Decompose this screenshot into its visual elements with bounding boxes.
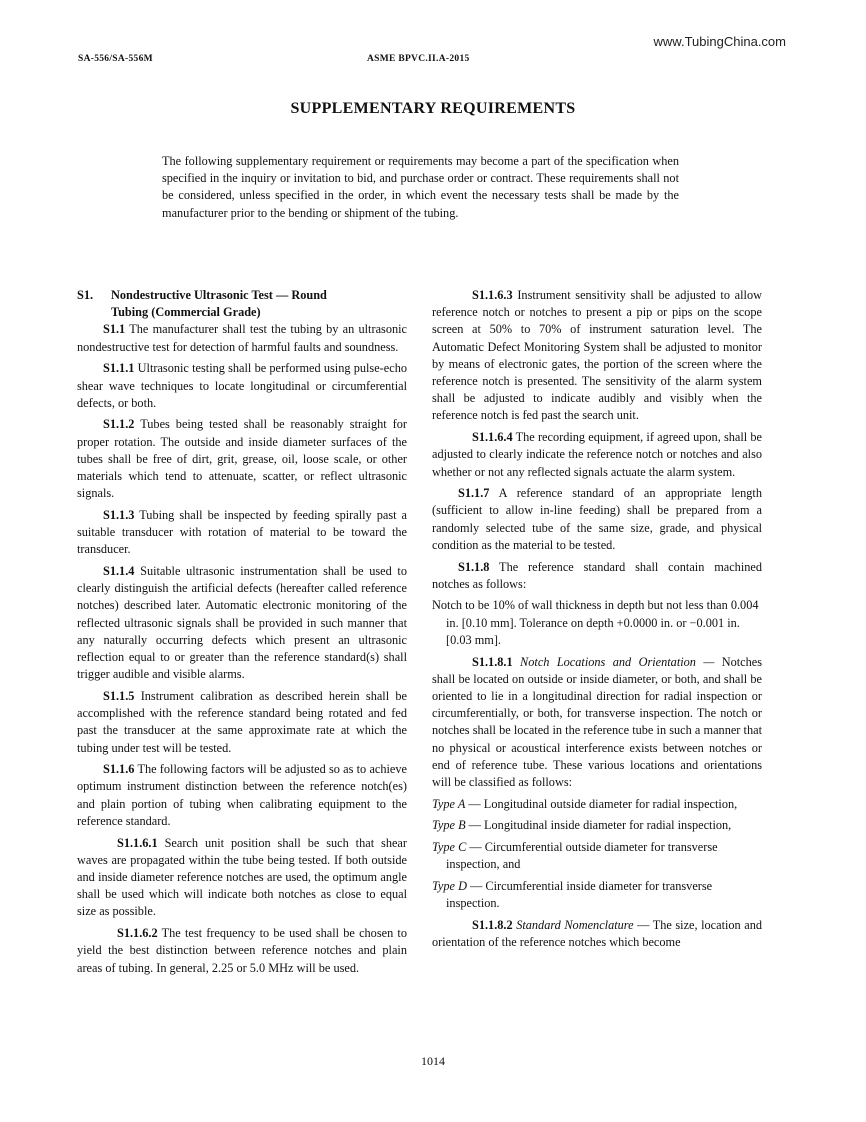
paragraph-s1-1-8-2 (432, 917, 762, 951)
paragraph-label: S1.1.1 (103, 361, 135, 376)
left-column (77, 287, 407, 981)
paragraph-s1-1-7 (432, 485, 762, 554)
paragraph-label: S1.1.8.2 (472, 917, 513, 932)
paragraph-s1-1-6-1 (77, 835, 407, 921)
paragraph-s1-1-1 (77, 360, 407, 412)
notch-type-b (432, 817, 762, 834)
page-number: 1014 (421, 1054, 445, 1068)
section-title-line2: Tubing (Commercial Grade) (111, 305, 261, 320)
paragraph-italic-title: Standard Nomenclature (512, 917, 634, 932)
intro-paragraph: The following supplementary requirement or requirements may become a part of the specification when specified in the inquiry or invitation to bid, and purchase order or contract. These requirements shall not be considered, unless specified in the order, in which event the necessary tests shall be made by the manufacturer prior to the bending or shipment of the tubing. (162, 154, 679, 220)
paragraph-text: The recording equipment, if agreed upon, shall be adjusted to clearly indicate the reference notch or notches and also whether or not any reflected signals actuate the alarm system. (432, 430, 762, 479)
paragraph-s1-1-3 (77, 507, 407, 559)
paragraph-s1-1-6-4 (432, 429, 762, 481)
notch-type-c (432, 839, 762, 873)
paragraph-label: S1.1.3 (103, 507, 135, 522)
paragraph-text: The reference standard shall contain machined notches as follows: (432, 559, 762, 591)
paragraph-label: S1.1.6.3 (472, 288, 513, 302)
paragraph-text: Suitable ultrasonic instrumentation shall be used to clearly distinguish the artificial defects (hereafter called reference notches) described later. Automatic electronic monitoring of the reflected ultrasonic signals shall be provided in such manner that any naturally occurring defects which present an ultrasonic reflection equal to or greater than the reference standard(s) shall trigger audible and visible alarms. (77, 564, 407, 682)
right-column (432, 287, 762, 956)
paragraph-label: S1.1.6.1 (117, 835, 158, 850)
type-label: Type A (432, 796, 466, 811)
type-text: — Circumferential outside diameter for transverse inspection, and (446, 840, 718, 872)
section-title-line1: Nondestructive Ultrasonic Test — Round (111, 288, 327, 302)
paragraph-s1-1 (77, 321, 407, 355)
notch-depth-requirement: Notch to be 10% of wall thickness in depth but not less than 0.004 in. [0.10 mm]. Tolerance on depth +0.0000 in. or −0.001 in. [0.03 mm]. (432, 598, 759, 647)
type-text: — Longitudinal outside diameter for radial inspection, (465, 796, 738, 811)
paragraph-s1-1-2 (77, 416, 407, 502)
paragraph-text: Tubes being tested shall be reasonably straight for proper rotation. The outside and inside diameter surfaces of the tubes shall be free of dirt, grit, grease, oil, loose scale, or other materials which tend to attenuate, scatter, or reflect ultrasonic signals. (77, 417, 407, 501)
paragraph-label: S1.1.7 (458, 486, 490, 501)
type-text: — Longitudinal inside diameter for radial inspection, (465, 818, 732, 833)
section-number: S1. (77, 288, 94, 302)
paragraph-label: S1.1 (103, 322, 126, 337)
paragraph-text: Instrument sensitivity shall be adjusted to allow reference notch or notches to present a pip or pips on the scope screen at 50% to 70% of instrument saturation level. The Automatic Defect Monitoring System shall be adjusted to monitor by means of electronic gates, the portion of the screen where the reference notch is presented. The sensitivity of the alarm system shall be adjusted to indicate audibly and visibly when the reference notch is fed past the search unit. (432, 288, 762, 423)
section-heading (77, 287, 407, 304)
paragraph-label: S1.1.6.2 (117, 926, 158, 941)
paragraph-label: S1.1.8 (458, 559, 490, 574)
paragraph-s1-1-6-3 (432, 287, 762, 425)
paragraph-label: S1.1.8.1 (472, 654, 513, 669)
paragraph-label: S1.1.6.4 (472, 430, 513, 445)
watermark-url: www.TubingChina.com (653, 34, 786, 49)
paragraph-text: The manufacturer shall test the tubing by an ultrasonic nondestructive test for detection of harmful faults and soundness. (77, 322, 407, 354)
paragraph-label: S1.1.4 (103, 564, 135, 579)
paragraph-text: The test frequency to be used shall be chosen to yield the best distinction between reference notches and plain areas of tubing. In general, 2.25 or 5.0 MHz will be used. (77, 926, 407, 975)
header-code-edition: ASME BPVC.II.A-2015 (367, 54, 470, 64)
notch-type-a (432, 796, 762, 813)
type-label: Type D (432, 879, 467, 893)
paragraph-text: Tubing shall be inspected by feeding spirally past a suitable transducer with rotation of material to be toward the transducer. (77, 507, 407, 557)
paragraph-text: Ultrasonic testing shall be performed using pulse-echo shear wave techniques to locate longitudinal or circumferential defects, or both. (77, 361, 407, 410)
paragraph-label: S1.1.5 (103, 688, 135, 703)
paragraph-text: — The size, location and orientation of the reference notches which become (432, 917, 762, 950)
paragraph-s1-1-6 (77, 761, 407, 830)
notch-type-d (432, 878, 762, 912)
type-label: Type C (432, 840, 467, 855)
paragraph-text: The following factors will be adjusted so as to achieve optimum instrument distinction between the reference notch(es) and plain portion of tubing when calibrating equipment to the reference standard. (77, 762, 407, 828)
paragraph-s1-1-4 (77, 563, 407, 683)
paragraph-text: A reference standard of an appropriate length (sufficient to allow in-line feeding) shall be prepared from a randomly selected tube of the same size, grade, and physical condition as the material to be tested. (432, 486, 762, 552)
type-text: — Circumferential inside diameter for transverse inspection. (446, 879, 713, 911)
header-spec-number: SA-556/SA-556M (78, 54, 153, 64)
page-title: SUPPLEMENTARY REQUIREMENTS (290, 100, 576, 117)
paragraph-label: S1.1.2 (103, 417, 135, 432)
paragraph-s1-1-8 (432, 559, 762, 593)
paragraph-s1-1-8-1 (432, 654, 762, 792)
paragraph-s1-1-6-2 (77, 925, 407, 977)
paragraph-s1-1-5 (77, 688, 407, 757)
paragraph-italic-title: Notch Locations and Orientation — (512, 654, 715, 669)
paragraph-label: S1.1.6 (103, 762, 135, 777)
paragraph-text: Notches shall be located on outside or inside diameter, or both, and shall be oriented to lie in a longitudinal direction for radial inspection or circumferentially, or both, for transverse inspection. The notch or notches shall be located in the reference tube in such a manner that no physical or acoustical interference exists between notches or end of reference tube. These various locations and orientations will be classified as follows: (432, 654, 762, 789)
type-label: Type B (432, 818, 466, 833)
paragraph-text: Instrument calibration as described herein shall be accomplished with the reference standard being rotated and fed past the transducer at the same approximate rate at which the tubing under test will be tested. (77, 688, 407, 755)
paragraph-text: Search unit position shall be such that shear waves are propagated within the tube being tested. If both outside and inside diameter reference notches are used, the optimum angle shall be used which will indicate both notches as close to equal size as possible. (77, 835, 407, 919)
